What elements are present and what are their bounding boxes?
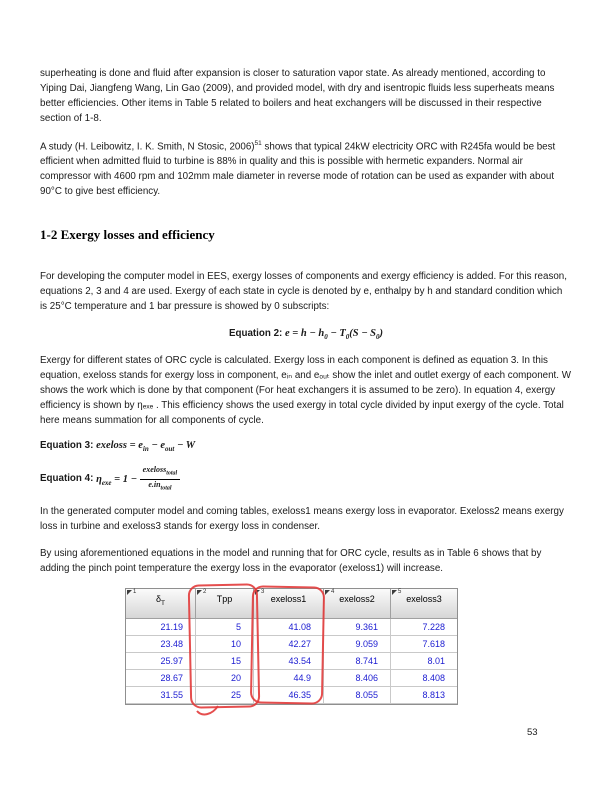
table-cell: 15 <box>196 653 254 670</box>
ees-parametric-table <box>125 588 458 705</box>
eq4-numerator <box>140 466 181 479</box>
eq4-lhs: η <box>96 473 102 485</box>
eq2-t4: ) <box>379 328 384 340</box>
eq3-t3: − W <box>174 440 196 452</box>
table-cell: 9.059 <box>324 636 391 653</box>
column-label-sub: T <box>161 599 165 607</box>
table-cell: 8.055 <box>324 687 391 704</box>
table-cell: 8.406 <box>324 670 391 687</box>
equation-4 <box>40 466 572 491</box>
eq3-sub2: out <box>165 445 175 454</box>
table-cell: 44.9 <box>254 670 324 687</box>
column-corner-icon <box>255 590 260 595</box>
table-cell: 7.228 <box>391 619 457 636</box>
column-label: Tpp <box>216 593 233 604</box>
table-header-row <box>126 589 457 619</box>
column-label-base: δ <box>156 593 162 604</box>
paragraph-superheating: superheating is done and fluid after expansion is closer to saturation vapor state. As already mentioned, according to Yiping Dai, Jiangfeng Wang, Lin Gao (2009), and provided model, with dry and isentropic fluids less superheats means better efficiencies. Other items in Table 5 related to boilers and heat exchangers will be discussed in their respective section of 1-8. <box>40 68 555 124</box>
column-corner-icon <box>325 590 330 595</box>
eq2-sub2: 0 <box>345 333 350 342</box>
equation-4-label: Equation 4: <box>40 473 97 485</box>
column-number: 5 <box>398 588 402 595</box>
table-cell: 42.27 <box>254 636 324 653</box>
eq2-t3: (S − S <box>349 328 377 340</box>
table-cell: 8.408 <box>391 670 457 687</box>
table-cell: 10 <box>196 636 254 653</box>
paragraph-table6: By using aforementioned equations in the model and running that for ORC cycle, results as in Table 6 shows that by adding the pinch point temperature the exergy loss in the evaporator (exeloss1) will increase. <box>40 547 542 574</box>
table-cell: 25 <box>196 687 254 704</box>
column-corner-icon <box>197 590 202 595</box>
column-number: 3 <box>261 588 265 595</box>
eq4-denominator <box>140 480 181 492</box>
eq4-fraction <box>140 466 181 491</box>
eq4-num-base: exeloss <box>142 465 167 475</box>
paragraph-ees-model: For developing the computer model in EES, exergy losses of components and exergy efficiency is added. For this reason, equations 2, 3 and 4 are used. Exergy of each state in cycle is denoted by e, enthalpy by h and standard condition which is 25°C temperature and 1 bar pressure is showed by 0 subscripts: <box>40 271 567 313</box>
column-number: 1 <box>133 588 137 595</box>
table-cell: 28.67 <box>126 670 196 687</box>
eq4-den-base: e.in <box>148 479 161 489</box>
eq2-sub1: 0 <box>324 333 328 342</box>
column-number: 4 <box>331 588 335 595</box>
eq4-num-sub: total <box>166 471 178 478</box>
column-corner-icon <box>392 590 397 595</box>
eq4-den-sub: total <box>160 485 172 492</box>
table-cell: 7.618 <box>391 636 457 653</box>
eq2-sub3: 0 <box>376 333 380 342</box>
table-cell: 8.01 <box>391 653 457 670</box>
column-header-exeloss2 <box>324 589 391 619</box>
column-header-tpp <box>196 589 254 619</box>
equation-3-formula <box>96 440 196 454</box>
table6-figure <box>125 588 458 705</box>
column-label: exeloss3 <box>406 593 442 604</box>
equation-2-formula <box>285 328 384 342</box>
paragraph-study <box>40 136 572 199</box>
eq2-t1: e = h − h <box>285 328 325 340</box>
table-cell: 23.48 <box>126 636 196 653</box>
table-cell: 9.361 <box>324 619 391 636</box>
equation-4-formula <box>96 465 180 492</box>
equation-3-label: Equation 3: <box>40 440 97 452</box>
column-label: exeloss2 <box>339 593 375 604</box>
eq4-lhs-sub: exe <box>101 478 112 487</box>
citation-ref: 51 <box>254 140 262 147</box>
table-cell: 25.97 <box>126 653 196 670</box>
equation-2-label: Equation 2: <box>228 328 286 340</box>
column-number: 2 <box>203 588 207 595</box>
table-cell: 21.19 <box>126 619 196 636</box>
page-number: 53 <box>527 727 538 738</box>
eq3-t1: exeloss = e <box>96 440 143 452</box>
eq3-sub1: in <box>142 445 149 454</box>
table-cell: 8.813 <box>391 687 457 704</box>
table-cell: 41.08 <box>254 619 324 636</box>
equation-3 <box>40 438 572 457</box>
table-cell: 5 <box>196 619 254 636</box>
table-cell: 43.54 <box>254 653 324 670</box>
table-cell: 8.741 <box>324 653 391 670</box>
study-text-post: shows that typical 24kW electricity ORC with R245fa would be best efficient when admitted fluid to turbine is 88% in quality and this is possible with hermetic expanders. Normal air compressor with 4600 rpm and 102mm male diameter in reverse mode of rotation can be used as expander with about 90°C to give best efficiency. <box>40 141 556 198</box>
table-row <box>126 619 457 636</box>
equation-2 <box>40 326 572 345</box>
section-heading: 1-2 Exergy losses and efficiency <box>40 227 215 243</box>
table-cell: 31.55 <box>126 687 196 704</box>
column-header-deltaT <box>126 589 196 619</box>
paragraph-exeloss-definitions: In the generated computer model and coming tables, exeloss1 means exergy loss in evaporator. Exeloss2 means exergy loss in turbine and exeloss3 stands for exergy loss in condenser. <box>40 505 564 532</box>
column-label: exeloss1 <box>270 593 307 604</box>
column-label <box>156 594 165 607</box>
eq3-t2: − e <box>148 440 165 452</box>
study-text-pre: A study (H. Leibowitz, I. K. Smith, N Stosic, 2006) <box>40 141 255 153</box>
paragraph-exergy: Exergy for different states of ORC cycle is calculated. Exergy loss in each component is defined as equation 3. In this equation, exeloss stands for exergy loss in component, eᵢₙ and eₒᵤₜ show the inlet and outlet exergy of each component. W shows the work which is done by that component (For heat exchangers it is assumed to be zero). In equation 4, exergy efficiency is shown by ηₑₓₑ . This efficiency shows the used exergy in total cycle divided by input exergy of the cycle. Total here means summation for all components of cycle. <box>40 355 571 427</box>
table-row <box>126 653 457 670</box>
column-header-exeloss3 <box>391 589 457 619</box>
table-cell: 20 <box>196 670 254 687</box>
table-row <box>126 670 457 687</box>
table-row <box>126 687 457 704</box>
table-cell: 46.35 <box>254 687 324 704</box>
eq4-mid: = 1 − <box>111 473 140 485</box>
column-corner-icon <box>127 590 132 595</box>
page-content <box>40 66 572 705</box>
column-header-exeloss1 <box>254 589 324 619</box>
annotation-pen-tail <box>197 706 218 714</box>
eq2-t2: − T <box>327 328 346 340</box>
table-row <box>126 636 457 653</box>
